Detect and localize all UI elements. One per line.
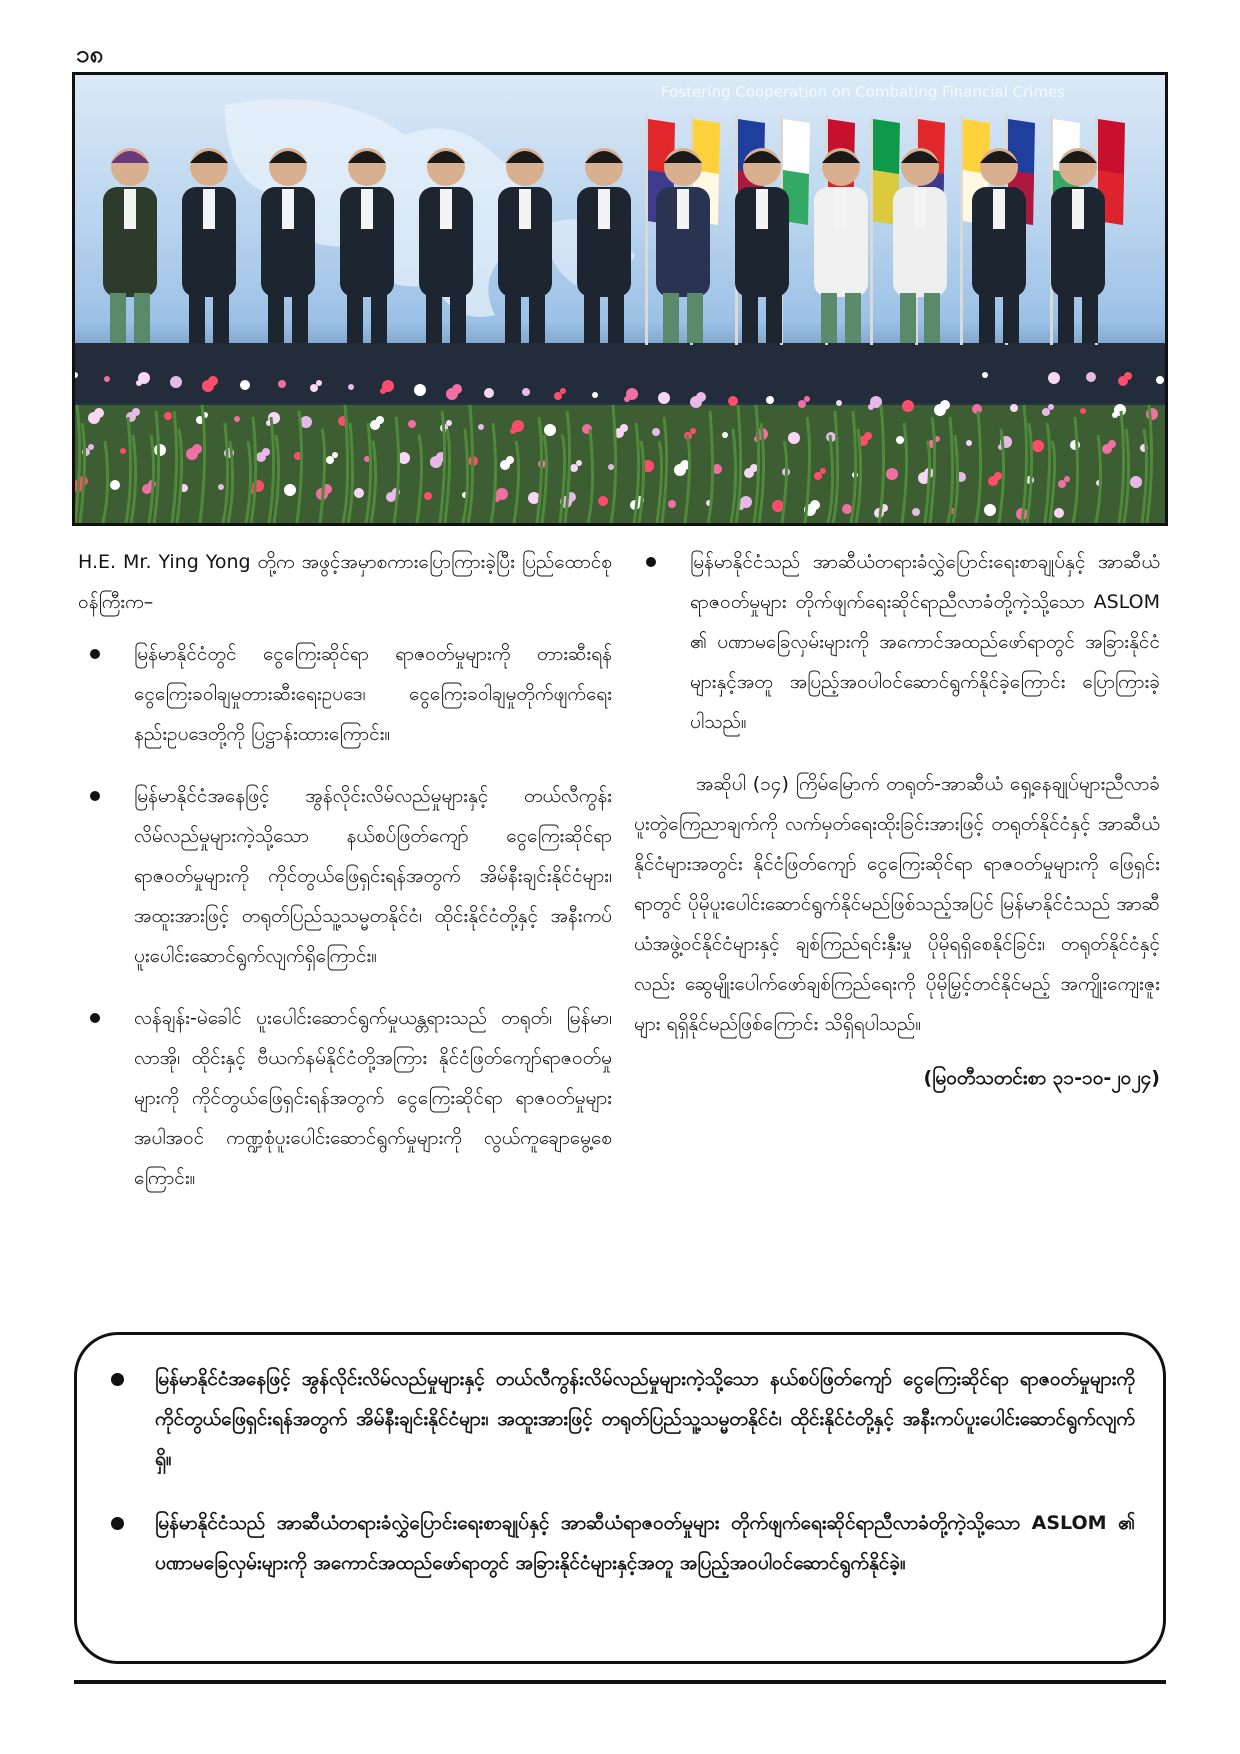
flower bbox=[658, 392, 670, 404]
person bbox=[103, 148, 157, 343]
person-shirt bbox=[361, 189, 373, 229]
page-number: ၁၈ bbox=[76, 40, 104, 68]
flower bbox=[624, 396, 630, 402]
flower bbox=[814, 472, 822, 480]
left-column bbox=[78, 542, 612, 1220]
flower bbox=[310, 384, 318, 392]
flower bbox=[912, 508, 920, 516]
person-shirt bbox=[124, 189, 136, 229]
flower bbox=[120, 448, 126, 454]
person-leg bbox=[979, 293, 995, 343]
person bbox=[814, 148, 868, 343]
left-bullet-list bbox=[78, 634, 612, 1198]
bullet-icon bbox=[111, 1517, 124, 1530]
person-leg bbox=[347, 293, 363, 343]
person-shirt bbox=[835, 189, 847, 229]
person-leg bbox=[268, 293, 284, 343]
flower bbox=[896, 436, 904, 444]
flower bbox=[560, 388, 566, 394]
person-leg bbox=[110, 293, 126, 343]
flag-pole bbox=[960, 115, 963, 345]
flower bbox=[592, 392, 598, 398]
flower bbox=[1054, 508, 1064, 518]
bullet-text: လန်ချန်း-မဲခေါင် ပူးပေါင်းဆောင်ရွက်မှုယန္တရားသည် တရုတ်၊ မြန်မာ၊ လာအို၊ ထိုင်းနှင့် ဗီယက်နမ်နိုင်ငံတို့အကြား နိုင်ငံဖြတ်ကျော်ရာဇဝတ်မှုများကို ကိုင်တွယ်ဖြေရှင်းရန်အတွက် ငွေကြေးဆိုင်ရာ ရာဇဝတ်မှုများအပါအဝင် ကဏ္ဍစုံပူးပေါင်းဆောင်ရွက်မှုများကို လွယ်ကူချောမွေ့စေကြောင်း။ bbox=[134, 1007, 612, 1189]
flower bbox=[868, 404, 874, 410]
flower bbox=[544, 424, 556, 436]
flower bbox=[988, 476, 998, 486]
flower bbox=[170, 376, 182, 388]
flower bbox=[1146, 408, 1158, 420]
person-hair bbox=[190, 151, 228, 163]
intro-paragraph: H.E. Mr. Ying Yong တို့က အဖွင့်အမှာစကားပြောကြားခဲ့ပြီး ပြည်ထောင်စုဝန်ကြီးက– bbox=[78, 551, 612, 613]
flower bbox=[278, 380, 286, 388]
person-shirt bbox=[598, 189, 610, 229]
person-leg bbox=[742, 293, 758, 343]
bullet-icon bbox=[90, 649, 100, 659]
flower bbox=[104, 376, 110, 382]
person-leg bbox=[584, 293, 600, 343]
flower bbox=[484, 388, 494, 398]
flower bbox=[668, 500, 676, 508]
person-leg bbox=[821, 293, 837, 343]
flower bbox=[836, 400, 842, 406]
person-leg bbox=[189, 293, 205, 343]
footer-rule bbox=[74, 1680, 1166, 1684]
flower bbox=[240, 380, 250, 390]
flower bbox=[1032, 440, 1044, 452]
flower bbox=[570, 464, 578, 472]
person-leg bbox=[1082, 293, 1098, 343]
flower bbox=[1112, 412, 1118, 418]
flag-pole bbox=[870, 115, 873, 345]
flower bbox=[1010, 404, 1018, 412]
flower bbox=[430, 456, 442, 468]
right-bullet-list bbox=[634, 542, 1160, 742]
flower bbox=[1064, 476, 1070, 482]
flower bbox=[722, 432, 728, 438]
flower bbox=[386, 492, 396, 502]
person-leg bbox=[134, 293, 150, 343]
flower bbox=[690, 396, 702, 408]
person-leg bbox=[608, 293, 624, 343]
person-leg bbox=[845, 293, 861, 343]
flower bbox=[1130, 476, 1142, 488]
flower bbox=[798, 400, 806, 408]
source-citation: (မြဝတီသတင်းစာ ၃၁-၁၀-၂၀၂၄) bbox=[923, 1067, 1160, 1089]
flower bbox=[1086, 372, 1096, 382]
person-leg bbox=[1058, 293, 1074, 343]
flower bbox=[510, 428, 516, 434]
person-leg bbox=[687, 293, 703, 343]
flower bbox=[820, 468, 826, 474]
bullet-text: မြန်မာနိုင်ငံအနေဖြင့် အွန်လိုင်းလိမ်လည်မှုများနှင့် တယ်လီကွန်းလိမ်လည်မှုများကဲ့သို့သော နယ်စပ်ဖြတ်ကျော် ငွေကြေးဆိုင်ရာ ရာဇဝတ်မှုများကို ကိုင်တွယ်ဖြေရှင်းရန်အတွက် အိမ်နီးချင်းနိုင်ငံများ၊ အထူးအားဖြင့် တရုတ်ပြည်သူ့သမ္မတနိုင်ငံ၊ ထိုင်းနိုင်ငံတို့နှင့် အနီးကပ်ပူးပေါင်းဆောင်ရွက်လျက်ရှိကြောင်း။ bbox=[134, 785, 612, 967]
flower bbox=[1048, 372, 1060, 384]
person-shirt bbox=[282, 189, 294, 229]
right-column bbox=[634, 542, 1160, 1098]
flower bbox=[424, 492, 432, 500]
person-shirt bbox=[756, 189, 768, 229]
flower bbox=[842, 504, 852, 514]
list-item bbox=[78, 634, 612, 754]
flower bbox=[164, 412, 172, 420]
flower bbox=[446, 420, 452, 426]
person-shirt bbox=[519, 189, 531, 229]
person bbox=[577, 148, 631, 343]
group-photo bbox=[72, 72, 1168, 526]
person-shirt bbox=[993, 189, 1005, 229]
bullet-icon bbox=[646, 557, 656, 567]
flower bbox=[88, 412, 100, 424]
person-leg bbox=[450, 293, 466, 343]
flower bbox=[414, 384, 426, 396]
flower bbox=[966, 440, 972, 446]
flower bbox=[652, 428, 660, 436]
flower bbox=[202, 380, 214, 392]
flower bbox=[788, 432, 800, 444]
flower bbox=[500, 460, 510, 470]
group-photo-illustration bbox=[75, 75, 1165, 523]
person-leg bbox=[900, 293, 916, 343]
flower bbox=[934, 404, 946, 416]
flower bbox=[1048, 404, 1054, 410]
bullet-text: မြန်မာနိုင်ငံသည် အာဆီယံတရားခံလွှဲပြောင်းရေးစာချုပ်နှင့် အာဆီယံရာဇဝတ်မှုများ တိုက်ဖျက်ရေးဆိုင်ရာညီလာခံတို့ကဲ့သို့သော ASLOM ၏ ပဏာမခြေလှမ်းများကို အကောင်အထည်ဖော်ရာတွင် အခြားနိုင်ငံများနှင့်အတူ အပြည့်အဝပါဝင်ဆောင်ရွက်နိုင်ခဲ့ကြောင်း ပြောကြားခဲ့ပါသည်။ bbox=[690, 551, 1160, 733]
flower bbox=[1102, 444, 1112, 454]
flower bbox=[728, 396, 738, 406]
flag-pole bbox=[645, 115, 648, 345]
flower bbox=[478, 424, 484, 430]
flower bbox=[284, 484, 296, 496]
person-hair bbox=[506, 151, 544, 163]
summary-bullet-list bbox=[107, 1359, 1135, 1583]
person-leg bbox=[213, 293, 229, 343]
flower bbox=[354, 488, 364, 498]
flower bbox=[674, 464, 686, 476]
list-item bbox=[107, 1359, 1135, 1479]
flower bbox=[88, 444, 94, 450]
list-item bbox=[78, 776, 612, 976]
flower bbox=[886, 468, 898, 480]
flower bbox=[370, 420, 380, 430]
flower bbox=[326, 456, 334, 464]
flower bbox=[522, 388, 530, 396]
person-hair bbox=[585, 151, 623, 163]
flower bbox=[690, 428, 696, 434]
flower bbox=[332, 452, 338, 458]
flower bbox=[234, 416, 240, 422]
summary-box bbox=[74, 1332, 1166, 1664]
flower bbox=[186, 448, 198, 460]
person-leg bbox=[1003, 293, 1019, 343]
person bbox=[182, 148, 236, 343]
flower bbox=[110, 480, 120, 490]
person-leg bbox=[924, 293, 940, 343]
flower bbox=[446, 388, 458, 400]
flower bbox=[256, 452, 266, 462]
flower bbox=[380, 388, 386, 394]
bullet-icon bbox=[90, 1013, 100, 1023]
flower bbox=[598, 496, 608, 506]
flower bbox=[608, 464, 614, 470]
person-leg bbox=[663, 293, 679, 343]
bullet-icon bbox=[90, 791, 100, 801]
flower bbox=[902, 400, 914, 412]
person-shirt bbox=[677, 189, 689, 229]
person-leg bbox=[766, 293, 782, 343]
person-leg bbox=[371, 293, 387, 343]
flower bbox=[1156, 376, 1164, 384]
flower bbox=[1118, 376, 1128, 386]
person-leg bbox=[529, 293, 545, 343]
summary-text: မြန်မာနိုင်ငံသည် အာဆီယံတရားခံလွှဲပြောင်းရေးစာချုပ်နှင့် အာဆီယံရာဇဝတ်မှုများ တိုက်ဖျက်ရေးဆိုင်ရာညီလာခံတို့ကဲ့သို့သော ASLOM ၏ ပဏာမခြေလှမ်းများကို အကောင်အထည်ဖော်ရာတွင် အခြားနိုင်ငံများနှင့်အတူ အပြည့်အဝပါဝင်ဆောင်ရွက်နိုင်ခဲ့။ bbox=[155, 1512, 1135, 1574]
list-item bbox=[634, 542, 1160, 742]
flower bbox=[136, 380, 142, 386]
flower bbox=[218, 484, 224, 490]
flower bbox=[142, 484, 152, 494]
flower bbox=[804, 396, 810, 402]
flower bbox=[766, 396, 774, 404]
person-leg bbox=[505, 293, 521, 343]
flower bbox=[984, 504, 996, 516]
flower bbox=[576, 460, 582, 466]
person-shirt bbox=[1072, 189, 1084, 229]
bullet-text: မြန်မာနိုင်ငံတွင် ငွေကြေးဆိုင်ရာ ရာဇဝတ်မှုများကို တားဆီးရန် ငွေကြေးခဝါချမှုတားဆီးရေးဥပဒေ၊ ငွေကြေးခဝါချမှုတိုက်ဖျက်ရေးနည်းဥပဒေတို့ကို ပြဋ္ဌာန်းထားကြောင်း။ bbox=[134, 643, 612, 745]
summary-text: မြန်မာနိုင်ငံအနေဖြင့် အွန်လိုင်းလိမ်လည်မှုများနှင့် တယ်လီကွန်းလိမ်လည်မှုများကဲ့သို့သော နယ်စပ်ဖြတ်ကျော် ငွေကြေးဆိုင်ရာ ရာဇဝတ်မှုများကို ကိုင်တွယ်ဖြေရှင်းရန်အတွက် အိမ်နီးချင်းနိုင်ငံများ၊ အထူးအားဖြင့် တရုတ်ပြည်သူ့သမ္မတနိုင်ငံ၊ ထိုင်းနိုင်ငံတို့နှင့် အနီးကပ်ပူးပေါင်းဆောင်ရွက်လျက်ရှိ။ bbox=[155, 1368, 1135, 1470]
flower bbox=[348, 384, 354, 390]
flower bbox=[744, 468, 754, 478]
flower bbox=[316, 380, 322, 386]
list-item bbox=[107, 1503, 1135, 1583]
person-shirt bbox=[914, 189, 926, 229]
body-paragraph: အဆိုပါ (၁၄) ကြိမ်မြောက် တရုတ်-အာဆီယံ ရှေ့နေချုပ်များညီလာခံ ပူးတွဲကြေညာချက်ကို လက်မှတ်ရေးထိုးခြင်းအားဖြင့် တရုတ်နိုင်ငံနှင့် အာဆီယံနိုင်ငံများအတွင်း နိုင်ငံဖြတ်ကျော် ငွေကြေးဆိုင်ရာ ရာဇဝတ်မှုများကို ဖြေရှင်းရာတွင် ပိုမိုပူးပေါင်းဆောင်ရွက်နိုင်မည်ဖြစ်သည့်အပြင် မြန်မာနိုင်ငံသည် အာဆီယံအဖွဲ့ဝင်နိုင်ငံများနှင့် ချစ်ကြည်ရင်းနှီးမှု ပိုမိုရရှိစေနိုင်ခြင်း၊ တရုတ်နိုင်ငံနှင့်လည်း ဆွေမျိုးပေါက်ဖော်ချစ်ကြည်ရေးကို ပိုမိုမြှင့်တင်နိုင်မည့် အကျိုးကျေးဇူးများ ရရှိနိုင်မည်ဖြစ်ကြောင်း သိရှိရပါသည်။ bbox=[634, 773, 1160, 1035]
photo-banner-text: Fostering Cooperation on Combating Financial Crimes bbox=[661, 83, 1065, 101]
person-leg bbox=[426, 293, 442, 343]
flower bbox=[1042, 408, 1050, 416]
person-shirt bbox=[203, 189, 215, 229]
person-hair bbox=[111, 151, 149, 163]
flower bbox=[554, 392, 562, 400]
person-shirt bbox=[440, 189, 452, 229]
flower bbox=[1058, 480, 1066, 488]
flower bbox=[1080, 408, 1086, 414]
person-leg bbox=[292, 293, 308, 343]
stage-floor bbox=[75, 343, 1165, 403]
flower bbox=[408, 420, 416, 428]
list-item bbox=[78, 998, 612, 1198]
bullet-icon bbox=[111, 1373, 124, 1386]
flower bbox=[982, 372, 988, 378]
